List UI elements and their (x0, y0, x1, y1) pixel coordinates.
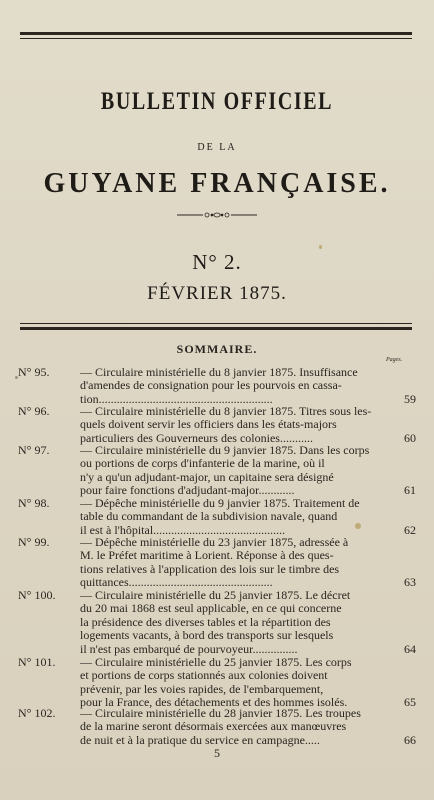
entry-line: — Circulaire ministérielle du 8 janvier 1875. Titres sous les- (80, 405, 372, 418)
entry-line: ou portions de corps d'infanterie de la marine, où il (80, 457, 325, 471)
entry-line: du 20 mai 1868 est seul applicable, en ce qui concerne (80, 602, 342, 616)
entry-line: particuliers des Gouverneurs des colonies........... (80, 431, 313, 445)
sommaire-rule-thin (20, 323, 412, 324)
entry-number: N° 96. (18, 404, 50, 418)
entry-number: N° 101. (18, 655, 56, 669)
entry-page-number: 62 (404, 522, 416, 537)
sommaire-heading: SOMMAIRE. (176, 342, 258, 356)
sommaire-entry (18, 366, 416, 406)
title-bulletin-officiel: BULLETIN OFFICIEL (100, 88, 334, 115)
entry-line: de la marine seront désormais exercées aux manœuvres (80, 720, 347, 734)
entry-line: et portions de corps stationnés aux colonies doivent (80, 669, 328, 683)
entry-page-number: 64 (404, 641, 416, 656)
entry-line: — Dépêche ministérielle du 23 janvier 1875, adressée à (80, 536, 349, 549)
entry-text (80, 656, 390, 710)
sommaire-rule-thick (20, 327, 412, 330)
entry-number: N° 97. (18, 443, 50, 457)
entry-number: N° 95. (18, 365, 50, 379)
entry-text (80, 497, 390, 537)
ornament-divider (177, 210, 257, 220)
entry-line: d'amendes de consignation pour les pourvois en cassa- (80, 379, 342, 393)
entry-line: — Circulaire ministérielle du 25 janvier 1875. Les corps (80, 656, 352, 669)
entry-page-number: 60 (404, 430, 416, 445)
entry-text (80, 589, 390, 656)
entry-line: prévenir, par les voies rapides, de l'embarquement, (80, 682, 324, 696)
page-folio: 5 (214, 746, 220, 760)
entry-line: tion.......................................................... (80, 392, 273, 406)
sommaire-entry (18, 656, 416, 710)
entry-line: tions relatives à l'application des lois sur le timbre des (80, 562, 340, 576)
entry-line: la présidence des diverses tables et la répartition des (80, 615, 331, 629)
entry-page-number: 65 (404, 695, 416, 710)
entry-line: — Dépêche ministérielle du 9 janvier 1875. Traitement de (80, 497, 360, 510)
entry-line: de nuit et à la pratique du service en campagne..... (80, 733, 320, 747)
entry-number: N° 102. (18, 706, 56, 720)
sommaire-entry (18, 536, 416, 590)
paper-stain (355, 523, 361, 529)
issue-date: FÉVRIER 1875. (147, 283, 287, 304)
entry-line: — Circulaire ministérielle du 25 janvier 1875. Le décret (80, 589, 351, 602)
entry-line: pour faire fonctions d'adjudant-major............ (80, 484, 295, 498)
entry-page-number: 63 (404, 575, 416, 590)
sommaire-entry (18, 444, 416, 498)
entry-text (80, 405, 390, 445)
entry-text (80, 536, 390, 590)
sommaire-entry (18, 589, 416, 656)
top-rule-thick (20, 32, 412, 35)
sommaire-entry (18, 497, 416, 537)
top-rule-thin (20, 38, 412, 39)
sommaire-entry (18, 707, 416, 747)
entry-line: table du commandant de la subdivision navale, quand (80, 510, 338, 524)
entry-line: — Circulaire ministérielle du 28 janvier 1875. Les troupes (80, 707, 361, 720)
entry-number: N° 100. (18, 588, 56, 602)
sommaire-entry (18, 405, 416, 445)
entry-page-number: 66 (404, 732, 416, 747)
entry-text (80, 444, 390, 498)
entry-line: M. le Préfet maritime à Lorient. Réponse à des ques- (80, 549, 334, 563)
entry-line: — Circulaire ministérielle du 9 janvier 1875. Dans les corps (80, 444, 370, 457)
title-de-la: DE LA (197, 142, 237, 153)
entry-number: N° 99. (18, 535, 50, 549)
entry-line: quittances................................................ (80, 576, 273, 590)
issue-number: N° 2. (192, 250, 242, 274)
entry-number: N° 98. (18, 496, 50, 510)
entry-line: pour la France, des détachements et des hommes isolés. (80, 696, 348, 710)
paper-stain (15, 376, 18, 379)
pages-column-label: Pages. (386, 357, 403, 363)
entry-page-number: 59 (404, 391, 416, 406)
entry-line: logements vacants, à bord des transports sur lesquels (80, 629, 334, 643)
entry-line: n'y a qu'un adjudant-major, un capitaine sera désigné (80, 470, 334, 484)
entry-page-number: 61 (404, 483, 416, 498)
entry-line: quels doivent servir les officiers dans les états-majors (80, 418, 337, 432)
entry-text (80, 707, 390, 747)
title-guyane-francaise: GUYANE FRANÇAISE. (43, 168, 391, 199)
entry-line: il n'est pas embarqué de pourvoyeur............... (80, 642, 298, 656)
entry-line: — Circulaire ministérielle du 8 janvier 1875. Insuffisance (80, 366, 358, 379)
paper-stain (319, 245, 322, 249)
entry-text (80, 366, 390, 406)
entry-line: il est à l'hôpital............................................ (80, 523, 286, 537)
